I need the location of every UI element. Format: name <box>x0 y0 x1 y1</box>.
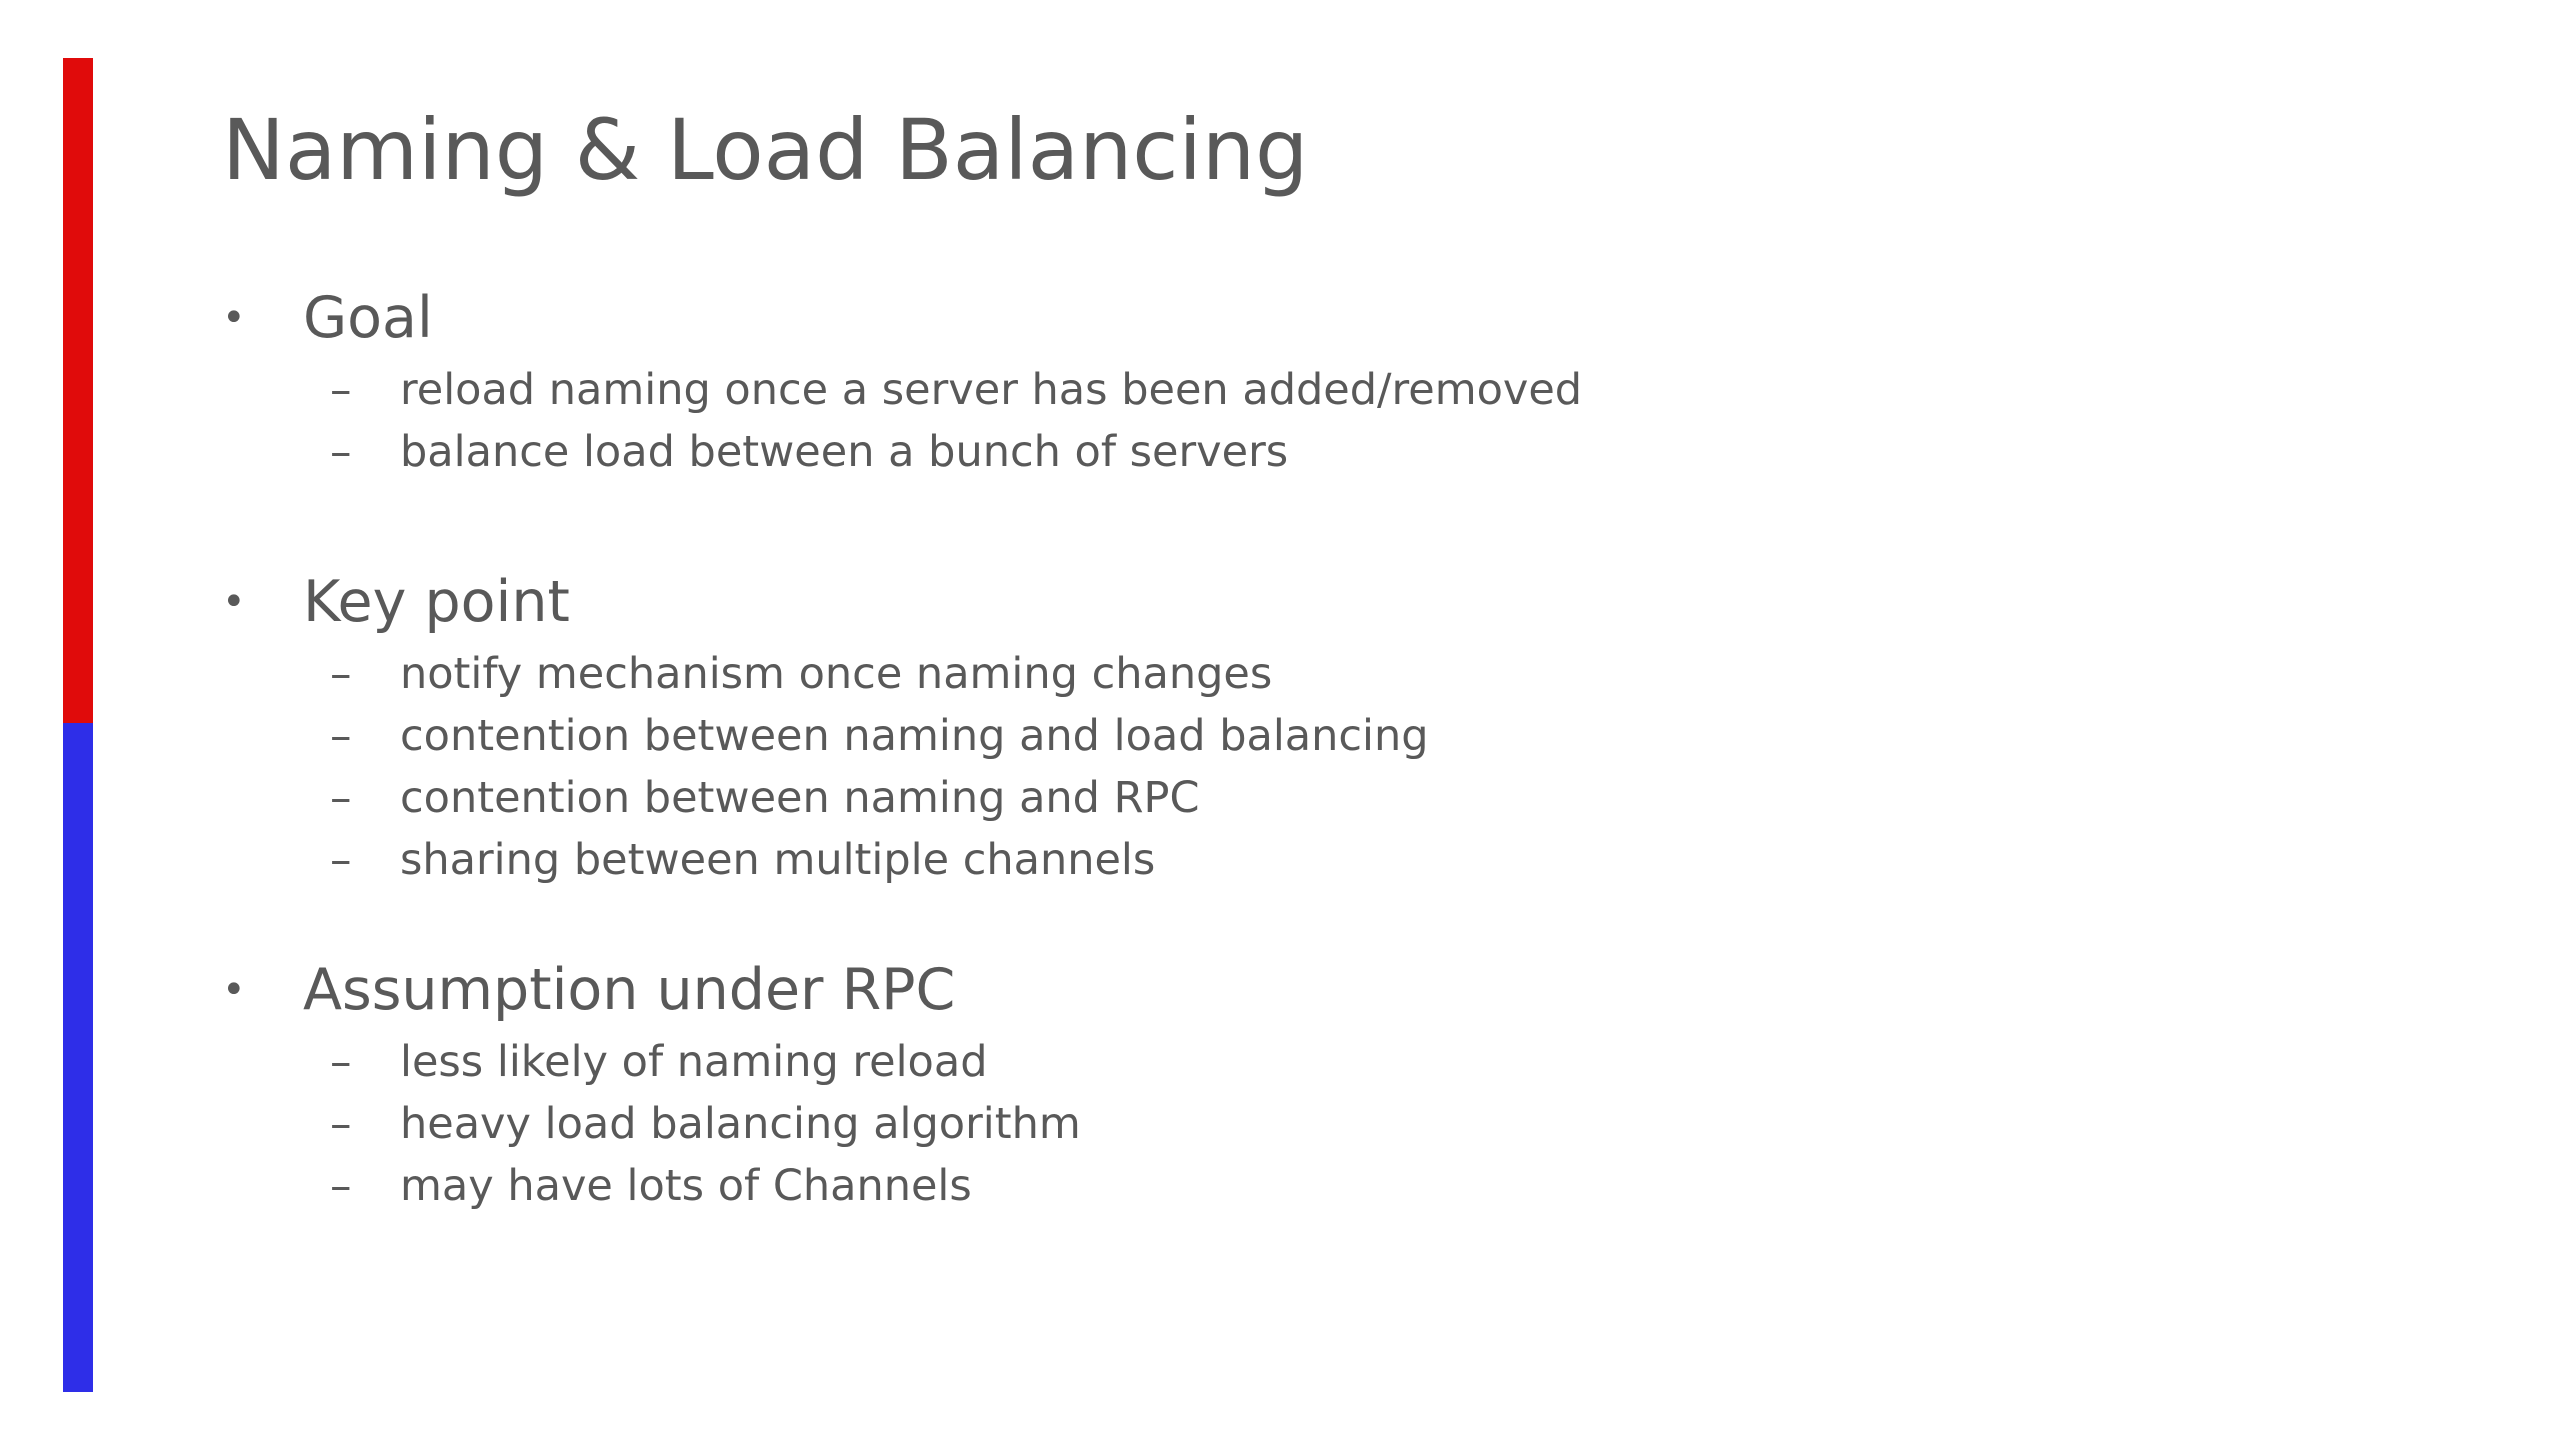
sub-item-text: heavy load balancing algorithm <box>400 1099 1081 1149</box>
sub-item-text: contention between naming and RPC <box>400 773 1200 823</box>
bullet-heading: Goal <box>303 285 433 351</box>
dash-icon: – <box>330 711 352 761</box>
bullet-icon: • <box>222 967 246 1013</box>
sub-item-text: balance load between a bunch of servers <box>400 427 1289 477</box>
bullet-icon: • <box>222 295 246 341</box>
dash-icon: – <box>330 427 352 477</box>
sub-item-text: less likely of naming reload <box>400 1037 988 1087</box>
dash-icon: – <box>330 835 352 885</box>
dash-icon: – <box>330 365 352 415</box>
sub-item-text: sharing between multiple channels <box>400 835 1156 885</box>
sub-item-text: may have lots of Channels <box>400 1161 972 1211</box>
dash-icon: – <box>330 1037 352 1087</box>
bullet-heading: Assumption under RPC <box>303 957 956 1023</box>
sub-item-text: contention between naming and load balancing <box>400 711 1429 761</box>
bullet-icon: • <box>222 579 246 625</box>
sub-item-text: reload naming once a server has been added/removed <box>400 365 1583 415</box>
dash-icon: – <box>330 1161 352 1211</box>
slide-title: Naming & Load Balancing <box>222 101 1309 199</box>
bullet-heading: Key point <box>303 569 570 635</box>
accent-bar-blue-segment <box>63 723 93 1392</box>
accent-bar <box>63 58 93 1392</box>
sub-item-text: notify mechanism once naming changes <box>400 649 1273 699</box>
dash-icon: – <box>330 649 352 699</box>
dash-icon: – <box>330 1099 352 1149</box>
accent-bar-red-segment <box>63 58 93 723</box>
dash-icon: – <box>330 773 352 823</box>
